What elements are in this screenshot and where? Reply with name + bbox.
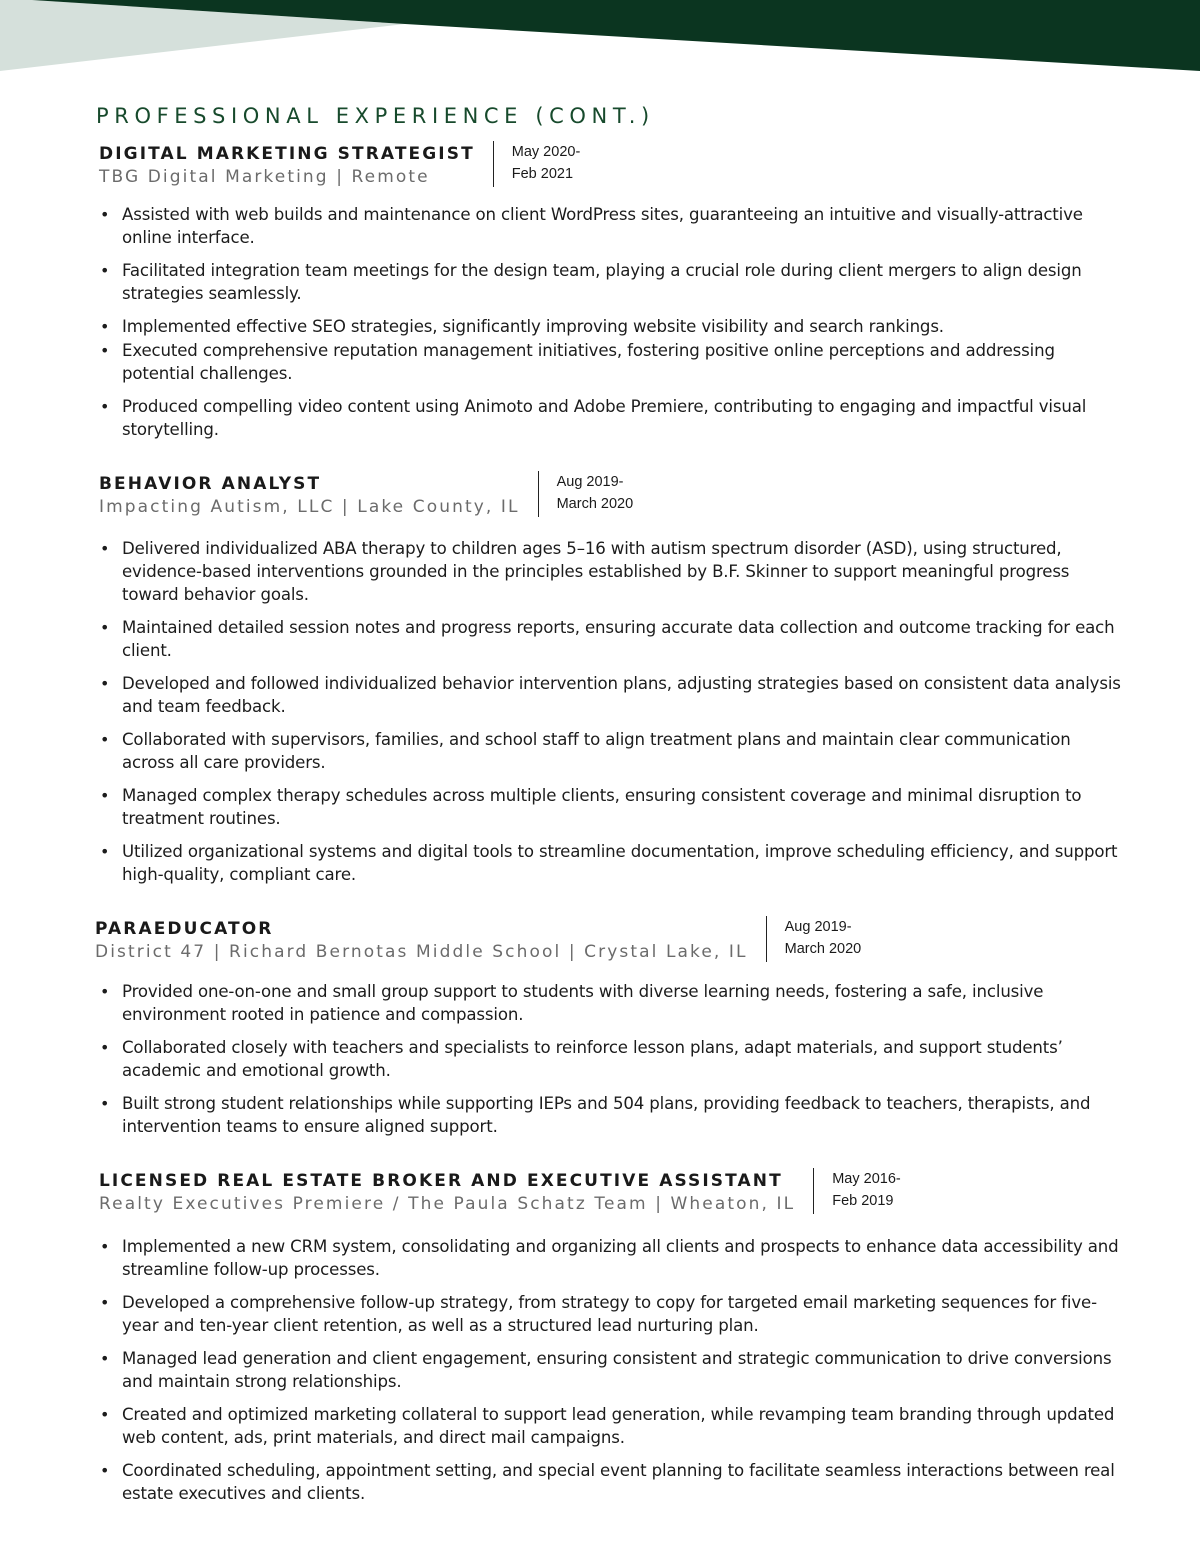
bullet-item: • Implemented a new CRM system, consolidating and organizing all clients and prospects to enhance data accessibility and streamline follow-up processes.	[98, 1235, 1128, 1281]
bullet-item: • Collaborated closely with teachers and specialists to reinforce lesson plans, adapt materials, and support students’ academic and emotional growth.	[98, 1036, 1128, 1082]
job-company: TBG Digital Marketing | Remote	[99, 167, 430, 187]
bullet-item: • Collaborated with supervisors, families, and school staff to align treatment plans and maintain clear communication across all care providers.	[98, 728, 1128, 774]
job-date-end: March 2020	[556, 496, 634, 512]
job-title: LICENSED REAL ESTATE BROKER AND EXECUTIVE ASSISTANT	[99, 1171, 783, 1191]
bullet-item: • Coordinated scheduling, appointment setting, and special event planning to facilitate seamless interactions between real estate executives and clients.	[98, 1459, 1128, 1505]
job-dates	[766, 916, 862, 962]
bullet-item: • Delivered individualized ABA therapy to children ages 5–16 with autism spectrum disorder (ASD), using structured, evidence-based interventions grounded in the principles established by B.F. Skinner to support meaningful progress toward behavior goals.	[98, 537, 1128, 606]
job-date-start: May 2016-	[832, 1171, 901, 1187]
job-date-start: May 2020-	[511, 144, 581, 160]
job-company: Realty Executives Premiere / The Paula Schatz Team | Wheaton, IL	[99, 1194, 796, 1214]
bullet-item: • Utilized organizational systems and digital tools to streamline documentation, improve scheduling efficiency, and support high-quality, compliant care.	[98, 840, 1128, 886]
bullet-item: • Managed complex therapy schedules across multiple clients, ensuring consistent coverage and minimal disruption to treatment routines.	[98, 784, 1128, 830]
job-bullets	[98, 537, 1128, 896]
bullet-item: • Maintained detailed session notes and progress reports, ensuring accurate data collection and outcome tracking for each client.	[98, 616, 1128, 662]
bullet-item: • Developed and followed individualized behavior intervention plans, adjusting strategies based on consistent data analysis and team feedback.	[98, 672, 1128, 718]
job-date-start: Aug 2019-	[784, 919, 852, 935]
job-header	[99, 473, 633, 519]
bullet-item: • Produced compelling video content using Animoto and Adobe Premiere, contributing to engaging and impactful visual storytelling.	[98, 395, 1128, 441]
bullet-item: • Developed a comprehensive follow-up strategy, from strategy to copy for targeted email marketing sequences for five-year and ten-year client retention, as well as a structured lead nurturing plan.	[98, 1291, 1128, 1337]
header-decoration	[0, 0, 1200, 80]
job-date-end: Feb 2019	[832, 1193, 894, 1209]
bullet-item: • Provided one-on-one and small group support to students with diverse learning needs, fostering a safe, inclusive environment rooted in patience and compassion.	[98, 980, 1128, 1026]
job-bullets	[98, 203, 1128, 451]
bullet-item: • Built strong student relationships while supporting IEPs and 504 plans, providing feedback to teachers, therapists, and intervention teams to ensure aligned support.	[98, 1092, 1128, 1138]
job-dates	[813, 1168, 901, 1214]
job-dates	[493, 141, 581, 187]
job-title: DIGITAL MARKETING STRATEGIST	[99, 144, 475, 164]
job-header	[99, 1170, 901, 1216]
bullet-item: • Executed comprehensive reputation management initiatives, fostering positive online perceptions and addressing potential challenges.	[98, 339, 1128, 385]
job-bullets	[98, 1235, 1128, 1515]
section-title: PROFESSIONAL EXPERIENCE (CONT.)	[96, 104, 655, 128]
job-bullets	[98, 980, 1128, 1148]
bullet-item: • Assisted with web builds and maintenance on client WordPress sites, guaranteeing an intuitive and visually-attractive online interface.	[98, 203, 1128, 249]
job-company: Impacting Autism, LLC | Lake County, IL	[99, 497, 520, 517]
job-header	[99, 143, 580, 189]
job-date-end: Feb 2021	[511, 166, 574, 182]
job-title: BEHAVIOR ANALYST	[99, 474, 322, 494]
job-dates	[538, 471, 634, 517]
bullet-item: • Managed lead generation and client engagement, ensuring consistent and strategic communication to drive conversions and maintain strong relationships.	[98, 1347, 1128, 1393]
bullet-item: • Facilitated integration team meetings for the design team, playing a crucial role during client mergers to align design strategies seamlessly.	[98, 259, 1128, 305]
bullet-item: • Implemented effective SEO strategies, significantly improving website visibility and search rankings.	[98, 315, 1128, 338]
job-company: District 47 | Richard Bernotas Middle School | Crystal Lake, IL	[95, 942, 748, 962]
job-date-start: Aug 2019-	[556, 474, 624, 490]
job-title: PARAEDUCATOR	[95, 919, 274, 939]
job-date-end: March 2020	[784, 941, 862, 957]
job-header	[95, 918, 861, 964]
bullet-item: • Created and optimized marketing collateral to support lead generation, while revamping team branding through updated web content, ads, print materials, and direct mail campaigns.	[98, 1403, 1128, 1449]
